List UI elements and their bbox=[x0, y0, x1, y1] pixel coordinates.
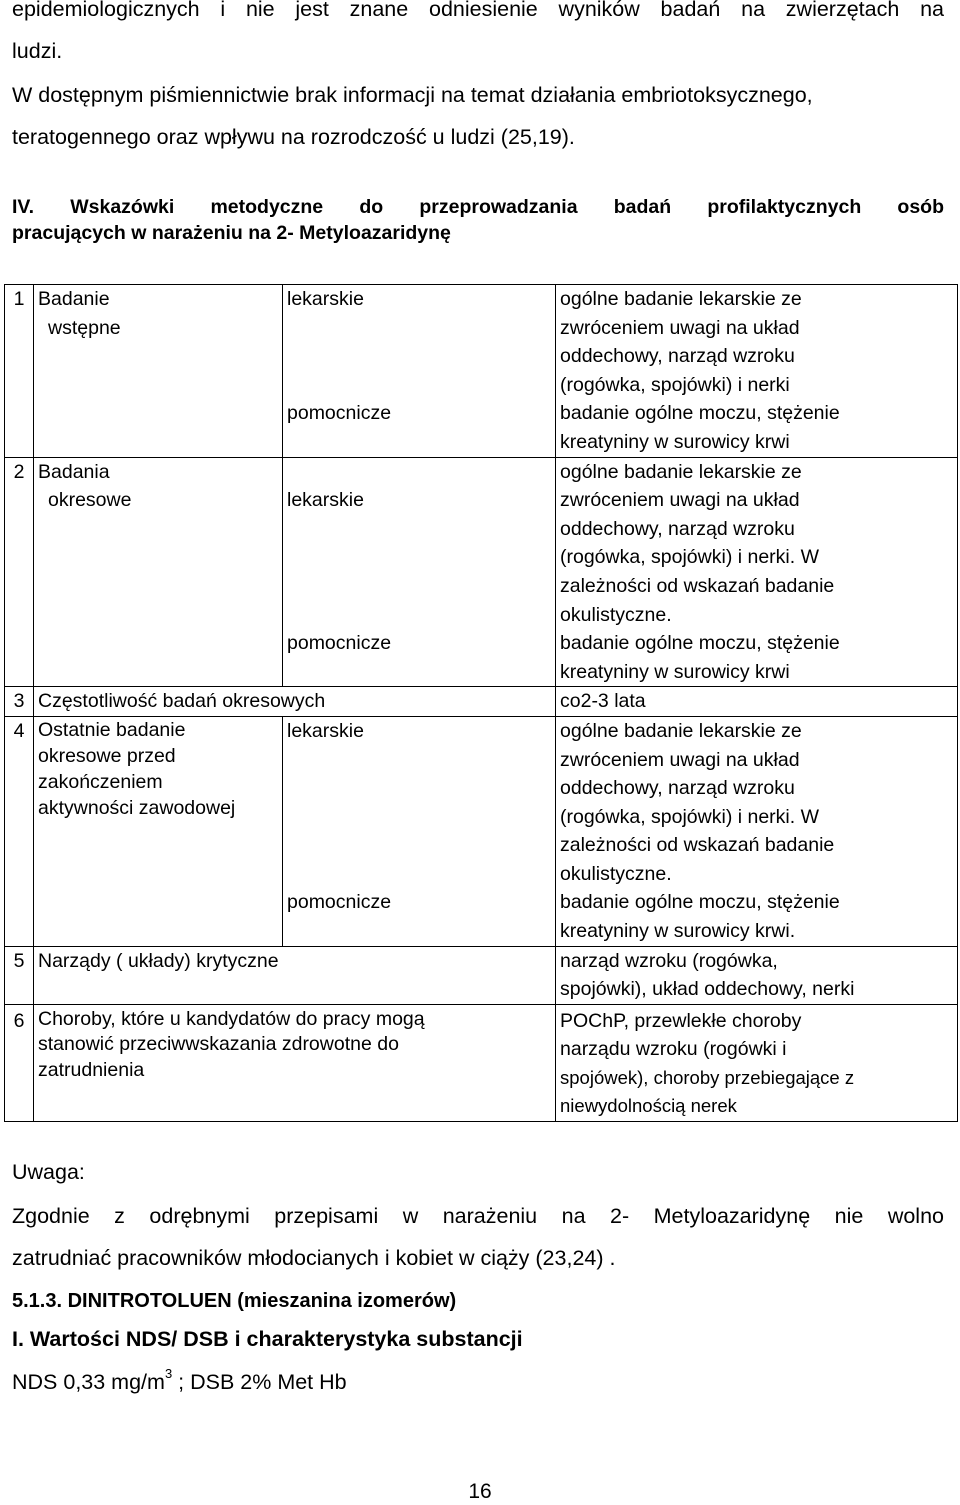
exam-description: badanie ogólne moczu, stężenie kreatyniny w surowicy krwi bbox=[556, 629, 958, 687]
exam-description: ogólne badanie lekarskie ze zwróceniem uwagi na układ oddechowy, narząd wzroku (rogówka, spojówki) i nerki. W zależności od wskazań badanie okulistyczne. bbox=[556, 457, 958, 629]
section-i-heading: I. Wartości NDS/ DSB i charakterystyka substancji bbox=[12, 1327, 523, 1351]
intro-line-3: W dostępnym piśmiennictwie brak informacji na temat działania embriotoksycznego, bbox=[12, 83, 813, 107]
intro-line-1: epidemiologicznych i nie jest znane odniesienie wyników badań na zwierzętach na bbox=[12, 0, 944, 21]
table-row bbox=[5, 716, 958, 888]
section-513-heading: 5.1.3. DINITROTOLUEN (mieszanina izomerów) bbox=[12, 1290, 457, 1312]
exam-description: badanie ogólne moczu, stężenie kreatyniny w surowicy krwi. bbox=[556, 888, 958, 946]
table-row bbox=[5, 687, 958, 717]
row-number: 6 bbox=[5, 1004, 34, 1121]
exam-type: pomocnicze bbox=[283, 629, 556, 687]
row-number: 2 bbox=[5, 457, 34, 687]
row-title: Badanie wstępne bbox=[34, 285, 283, 458]
note-line-2: zatrudniać pracowników młodocianych i kobiet w ciąży (23,24) . bbox=[12, 1246, 616, 1270]
note-line-1: Zgodnie z odrębnymi przepisami w narażeniu na 2- Metyloazaridynę nie wolno bbox=[12, 1204, 944, 1228]
row-title: Częstotliwość badań okresowych bbox=[34, 687, 556, 717]
exam-type: lekarskie bbox=[283, 716, 556, 888]
row-title: Ostatnie badanie okresowe przed zakończeniem aktywności zawodowej bbox=[34, 716, 283, 946]
examination-table bbox=[4, 284, 958, 1122]
table-row bbox=[5, 285, 958, 400]
exam-type: pomocnicze bbox=[283, 888, 556, 946]
row-number: 3 bbox=[5, 687, 34, 717]
exam-description: narząd wzroku (rogówka, spojówki), układ oddechowy, nerki bbox=[556, 946, 958, 1004]
exam-type: pomocnicze bbox=[283, 399, 556, 457]
note-label: Uwaga: bbox=[12, 1160, 85, 1184]
row-title: Choroby, które u kandydatów do pracy mogą stanowić przeciwwskazania zdrowotne do zatrudnienia bbox=[34, 1004, 556, 1121]
table-row bbox=[5, 946, 958, 1004]
intro-line-2: ludzi. bbox=[12, 39, 63, 63]
page-number: 16 bbox=[468, 1480, 492, 1503]
exam-description: ogólne badanie lekarskie ze zwróceniem uwagi na układ oddechowy, narząd wzroku (rogówka, spojówki) i nerki bbox=[556, 285, 958, 400]
row-title: Badania okresowe bbox=[34, 457, 283, 687]
exam-description: co2-3 lata bbox=[556, 687, 958, 717]
exam-description: ogólne badanie lekarskie ze zwróceniem uwagi na układ oddechowy, narząd wzroku (rogówka, spojówki) i nerki. W zależności od wskazań badanie okulistyczne. bbox=[556, 716, 958, 888]
exam-description: POChP, przewlekłe choroby narządu wzroku (rogówki i spojówek), choroby przebiegające z niewydolnością nerek bbox=[556, 1004, 958, 1121]
nds-value: NDS 0,33 $mg/m^3$ ; DSB 2% Met Hb bbox=[12, 1366, 347, 1395]
exam-type: lekarskie bbox=[283, 285, 556, 400]
row-number: 1 bbox=[5, 285, 34, 458]
table-row bbox=[5, 457, 958, 629]
table-row bbox=[5, 1004, 958, 1121]
intro-line-4: teratogennego oraz wpływu na rozrodczość u ludzi (25,19). bbox=[12, 125, 575, 149]
exam-description: badanie ogólne moczu, stężenie kreatyniny w surowicy krwi bbox=[556, 399, 958, 457]
row-number: 5 bbox=[5, 946, 34, 1004]
row-title: Narządy ( układy) krytyczne bbox=[34, 946, 556, 1004]
exam-type: lekarskie bbox=[283, 457, 556, 629]
row-number: 4 bbox=[5, 716, 34, 946]
section-heading-line-2: pracujących w narażeniu na 2- Metyloazaridynę bbox=[12, 222, 451, 244]
section-heading-line-1: IV. Wskazówki metodyczne do przeprowadzania badań profilaktycznych osób bbox=[12, 196, 944, 218]
